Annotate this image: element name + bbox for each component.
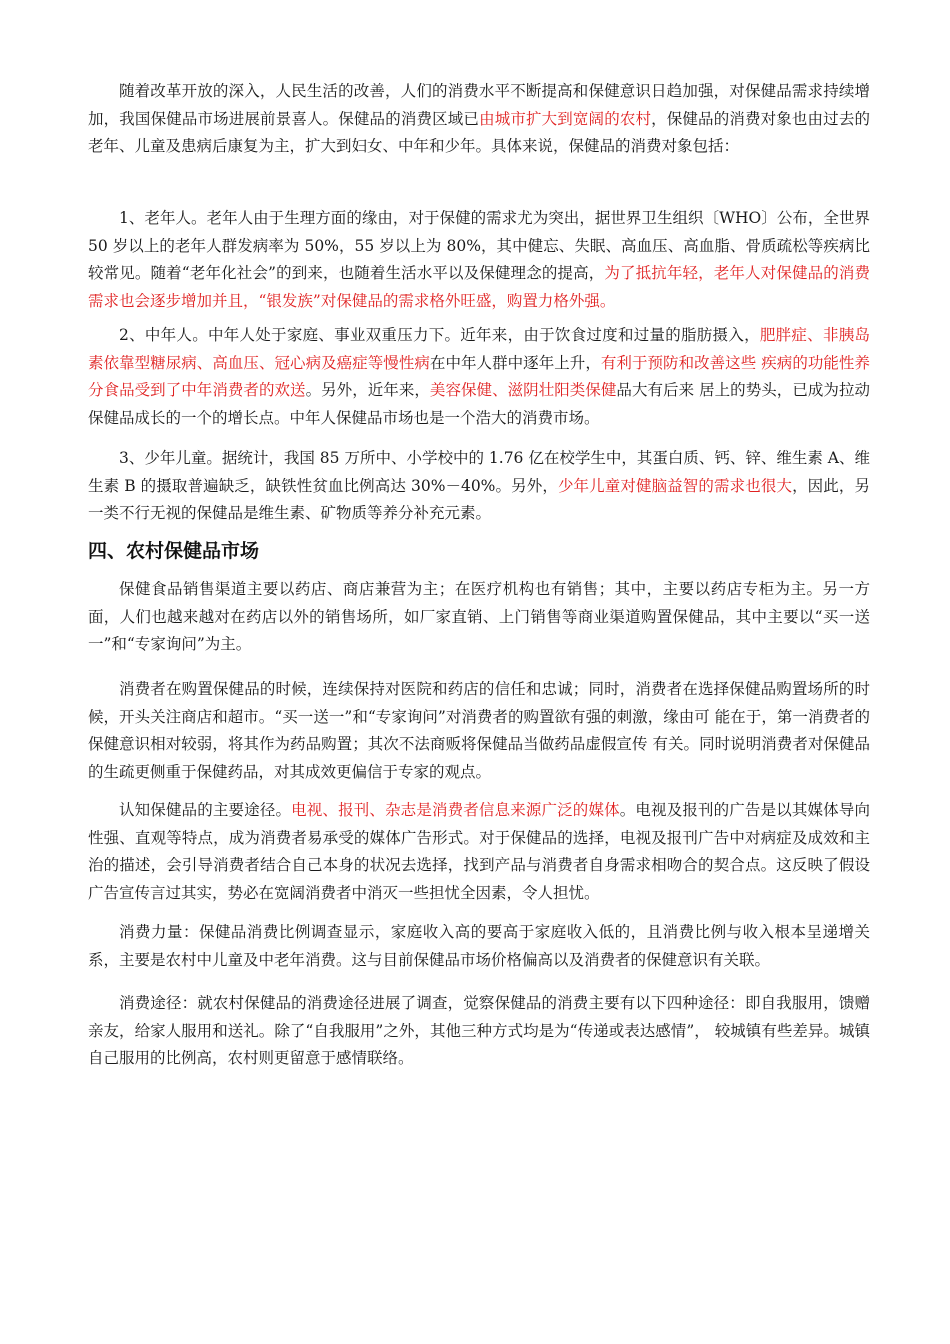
text-run: 品大有后来 居上的势头，已成为拉动保健品成长的一个的增长点。中年人保健品市场也是一个浩大的消费市场。 — [88, 381, 870, 427]
consumption-power-paragraph — [88, 919, 870, 974]
section-heading: 四、农村保健品市场 — [88, 540, 260, 562]
text-run: 消费力量：保健品消费比例调查显示，家庭收入高的要高于家庭收入低的，且消费比例与收入根本呈递增关系，主要是农村中儿童及中老年消费。这与目前保健品市场价格偏高以及消费者的保健意识有关联。 — [88, 923, 870, 969]
text-run: 消费途径：就农村保健品的消费途径进展了调查，觉察保健品的消费主要有以下四种途径：即自我服用，馈赠亲友，给家人服用和送礼。除了“自我服用”之外，其他三种方式均是为“传递或表达感情”， 较城镇有些差异。城镇自己服用的比例高，农村则更留意于感情联络。 — [88, 994, 870, 1067]
text-run: 。另外，近年来， — [305, 381, 430, 399]
text-run: ，因此，另一类不行无视的保健品是维生素、矿物质等养分补充元素。 — [88, 476, 870, 522]
text-run: 。电视及报刊的广告是以其媒体导向性强、直观等特点，成为消费者易承受的媒体广告形式。对于保健品的选择，电视及报刊广告中对病症及成效和主治的描述，会引导消费者结合自己本身的状况去选择，找到产品与消费者自身需求相吻合的契合点。这反映了假设广告宣传言过其实，势必在宽阔消费者中消灭一些担忧全因素，令人担忧。 — [88, 801, 870, 902]
media-paragraph — [88, 797, 870, 907]
intro-paragraph — [88, 78, 870, 161]
highlighted-text: 电视、报刊、杂志是消费者信息来源广泛的媒体 — [291, 801, 620, 819]
text-run: 3、少年儿童。据统计，我国 85 万所中、小学校中的 1.76 亿在校学生中，其蛋白质、钙、锌、维生素 A、维生素 B 的摄取普遍缺乏，缺铁性贫血比例高达 30%－40%。另外， — [88, 449, 870, 495]
text-run: 在中年人群中逐年上升， — [429, 353, 601, 372]
middle-aged-paragraph — [88, 322, 870, 432]
text-run: 1、老年人。老年人由于生理方面的缘由，对于保健的需求尤为突出，据世界卫生组织〔WHO〕公布，全世界 50 岁以上的老年人群发病率为 50%，55 岁以上为 80%，其中健忘、失眠、高血压、高血脂、骨质疏松等疾病比较常见。随着“老年化社会”的到来，也随着生活水平以及保健理念的提高， — [88, 209, 870, 282]
youth-paragraph — [88, 445, 870, 528]
highlighted-text: 少年儿童对健脑益智的需求也很大 — [557, 476, 793, 495]
highlighted-text: 美容保健、滋阴壮阳类保健 — [429, 381, 617, 399]
text-run: 消费者在购置保健品的时候，连续保持对医院和药店的信任和忠诚；同时，消费者在选择保健品购置场所的时候，开头关注商店和超市。“买一送一”和“专家询问”对消费者的购置欲有强的刺激，缘由可 能在于，第一消费者的保健意识相对较弱，将其作为药品购置；其次不法商贩将保健品当做药品虚假宣传 有关。同时说明消费者对保健品的生疏更侧重于保健药品，对其成效更偏信于专家的观点。 — [88, 680, 870, 781]
consumption-routes-paragraph — [88, 990, 870, 1073]
elderly-paragraph — [88, 205, 870, 315]
text-run: 2、中年人。中年人处于家庭、事业双重压力下。近年来，由于饮食过度和过量的脂肪摄入， — [119, 326, 760, 344]
highlighted-text: 有利于预防和改善这些 疾病的功能性养分食品受到了中年消费者的欢送 — [88, 353, 870, 399]
text-run: 随着改革开放的深入，人民生活的改善，人们的消费水平不断提高和保健意识日趋加强，对保健品需求持续增加，我国保健品市场进展前景喜人。保健品的消费区域已 — [88, 82, 870, 128]
text-run: 认知保健品的主要途径。 — [119, 801, 292, 819]
highlighted-text: 肥胖症、非胰岛素依靠型糖尿病、高血压、冠心病及癌症等慢性病 — [88, 326, 870, 372]
text-run: 保健食品销售渠道主要以药店、商店兼营为主；在医疗机构也有销售；其中，主要以药店专柜为主。另一方面，人们也越来越对在药店以外的销售场所，如厂家直销、上门销售等商业渠道购置保健品，其中主要以“买一送一”和“专家询问”为主。 — [88, 580, 870, 653]
text-run: ，保健品的消费对象也由过去的老年、儿童及患病后康复为主，扩大到妇女、中年和少年。具体来说，保健品的消费对象包括： — [88, 109, 870, 155]
highlighted-text: 为了抵抗年轻，老年人对保健品的消费需求也会逐步增加并且，“银发族”对保健品的需求格外旺盛，购置力格外强。 — [88, 264, 870, 310]
trust-paragraph — [88, 676, 870, 786]
channels-paragraph — [88, 576, 870, 659]
highlighted-text: 由城市扩大到宽阔的农村 — [479, 109, 652, 128]
